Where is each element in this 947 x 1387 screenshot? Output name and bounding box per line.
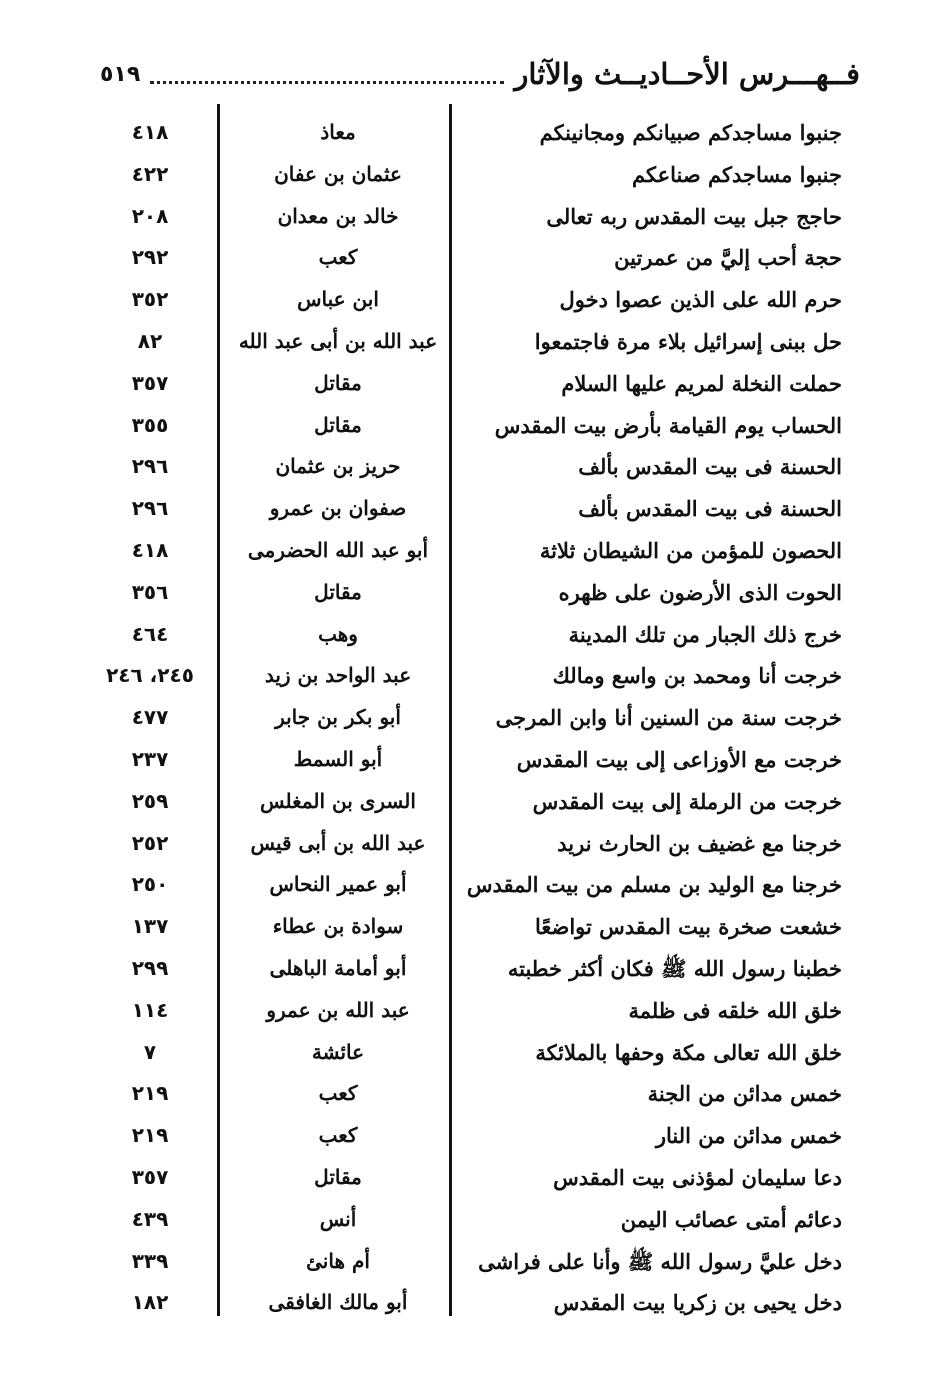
- hadith-text: دعا سليمان لمؤذنى بيت المقدس: [553, 1164, 842, 1190]
- hadith-text: خلق الله خلقه فى ظلمة: [628, 997, 842, 1023]
- hadith-text: خرجت من الرملة إلى بيت المقدس: [532, 788, 842, 814]
- hadith-text: جنبوا مساجدكم صبيانكم ومجانينكم: [539, 120, 842, 145]
- page-reference: ٣٥٦: [131, 579, 169, 604]
- narrator: أم هانئ: [306, 1248, 370, 1273]
- table-row: [90, 1032, 860, 1074]
- page-reference: ٢٩٦: [131, 496, 169, 521]
- page-reference: ٧: [143, 1039, 157, 1064]
- table-row: [90, 237, 860, 279]
- narrator: أبو أمامة الباهلى: [269, 955, 407, 980]
- table-row: [90, 655, 860, 697]
- hadith-text: الحسنة فى بيت المقدس بألف: [578, 496, 842, 522]
- narrator: خالد بن معدان: [277, 203, 399, 228]
- hadith-text: خرجنا مع الوليد بن مسلم من بيت المقدس: [466, 872, 842, 898]
- page-reference: ٢٩٦: [131, 454, 169, 479]
- hadith-text: خمس مدائن من النار: [655, 1123, 842, 1149]
- page-reference: ٤٢٢: [131, 161, 169, 186]
- narrator: أبو عمير النحاس: [269, 872, 407, 897]
- narrator: عبد الله بن أبى عبد الله: [238, 328, 438, 353]
- page-reference: ١١٤: [131, 997, 169, 1022]
- page-reference: ٨٢: [137, 328, 163, 353]
- table-row: [90, 1073, 860, 1115]
- narrator: السرى بن المغلس: [260, 788, 416, 813]
- hadith-text: الحساب يوم القيامة بأرض بيت المقدس: [494, 412, 842, 438]
- header-leader-dots: [150, 81, 504, 84]
- page-reference: ٢٠٨: [131, 203, 169, 228]
- hadith-text: حملت النخلة لمريم عليها السلام: [561, 370, 842, 396]
- page-reference: ١٨٢: [131, 1290, 169, 1315]
- page-number: ٥١٩: [100, 61, 141, 87]
- narrator: وهب: [318, 621, 358, 646]
- page-reference: ٢١٩: [131, 1081, 169, 1106]
- table-row: [90, 1157, 860, 1199]
- table-row: [90, 321, 860, 363]
- table-row: [90, 823, 860, 865]
- page-reference: ١٣٧: [131, 914, 169, 939]
- table-row: [90, 279, 860, 321]
- table-row: [90, 405, 860, 447]
- narrator: كعب: [318, 1081, 358, 1106]
- hadith-text: خرج ذلك الجبار من تلك المدينة: [568, 621, 842, 647]
- page-reference: ٤٧٧: [131, 705, 169, 730]
- page-reference: ٢٩٩: [131, 955, 169, 980]
- narrator: سوادة بن عطاء: [272, 914, 404, 939]
- narrator: أبو السمط: [293, 746, 383, 771]
- narrator: معاذ: [320, 120, 356, 144]
- page-reference: ٢٤٥، ٢٤٦: [106, 663, 194, 688]
- table-row: [90, 112, 860, 154]
- table-row: [90, 614, 860, 656]
- table-row: [90, 1115, 860, 1157]
- narrator: مقاتل: [314, 1164, 362, 1189]
- narrator: أبو مالك الغافقى: [268, 1290, 408, 1315]
- page-reference: ٢٥٩: [131, 788, 169, 813]
- page-reference: ٣٥٧: [131, 370, 169, 395]
- hadith-text: دخل عليَّ رسول الله ﷺ وأنا على فراشى: [478, 1248, 842, 1274]
- narrator: عثمان بن عفان: [274, 161, 402, 186]
- index-table: [90, 112, 860, 1324]
- hadith-text: حل ببنى إسرائيل بلاء مرة فاجتمعوا: [534, 328, 842, 354]
- table-row: [90, 864, 860, 906]
- page-reference: ٤١٨: [131, 537, 169, 562]
- table-row: [90, 1199, 860, 1241]
- hadith-text: حرم الله على الذين عصوا دخول: [559, 287, 842, 313]
- page-reference: ٣٥٧: [131, 1164, 169, 1189]
- hadith-text: الحوت الذى الأرضون على ظهره: [558, 579, 842, 605]
- table-row: [90, 154, 860, 196]
- narrator: عائشة: [311, 1039, 365, 1064]
- narrator: عبد الله بن عمرو: [266, 997, 410, 1022]
- narrator: أبو عبد الله الحضرمى: [247, 537, 429, 562]
- table-row: [90, 488, 860, 530]
- page-header: [100, 52, 860, 96]
- narrator: حريز بن عثمان: [275, 454, 401, 479]
- page-reference: ٢١٩: [131, 1123, 169, 1148]
- narrator: كعب: [318, 245, 358, 270]
- hadith-text: خرجت مع الأوزاعى إلى بيت المقدس: [516, 746, 842, 772]
- page-reference: ٤١٨: [131, 120, 169, 144]
- narrator: عبد الواحد بن زيد: [264, 663, 412, 688]
- table-row: [90, 196, 860, 238]
- page-reference: ٢٥٢: [131, 830, 169, 855]
- hadith-text: خطبنا رسول الله ﷺ فكان أكثر خطبته: [507, 955, 842, 981]
- narrator: أبو بكر بن جابر: [275, 705, 401, 730]
- table-row: [90, 906, 860, 948]
- hadith-text: خمس مدائن من الجنة: [647, 1081, 842, 1107]
- table-row: [90, 1282, 860, 1324]
- page-reference: ٢٣٧: [131, 746, 169, 771]
- table-row: [90, 363, 860, 405]
- narrator: صفوان بن عمرو: [269, 496, 407, 521]
- hadith-text: دخل يحيى بن زكريا بيت المقدس: [553, 1290, 842, 1316]
- page-reference: ٤٣٩: [131, 1206, 169, 1231]
- table-row: [90, 781, 860, 823]
- table-row: [90, 1241, 860, 1283]
- hadith-text: دعائم أمتى عصائب اليمن: [620, 1206, 842, 1232]
- narrator: مقاتل: [314, 412, 362, 437]
- hadith-text: الحصون للمؤمن من الشيطان ثلاثة: [539, 537, 842, 563]
- hadith-text: حاجج جبل بيت المقدس ربه تعالى: [546, 203, 842, 229]
- hadith-text: خرجت أنا ومحمد بن واسع ومالك: [552, 663, 842, 689]
- hadith-text: جنبوا مساجدكم صناعكم: [632, 161, 842, 187]
- page-reference: ٣٣٩: [131, 1248, 169, 1273]
- narrator: أنس: [319, 1206, 357, 1231]
- hadith-text: خشعت صخرة بيت المقدس تواضعًا: [534, 914, 842, 940]
- narrator: ابن عباس: [297, 287, 379, 312]
- narrator: عبد الله بن أبى قيس: [250, 830, 426, 855]
- table-row: [90, 739, 860, 781]
- hadith-text: الحسنة فى بيت المقدس بألف: [578, 454, 842, 480]
- table-row: [90, 990, 860, 1032]
- page-reference: ٣٥٢: [131, 287, 169, 312]
- hadith-text: خلق الله تعالى مكة وحفها بالملائكة: [535, 1039, 842, 1065]
- hadith-text: خرجت سنة من السنين أنا وابن المرجى: [495, 705, 842, 731]
- table-row: [90, 697, 860, 739]
- narrator: مقاتل: [314, 579, 362, 604]
- narrator: مقاتل: [314, 370, 362, 395]
- hadith-text: خرجنا مع غضيف بن الحارث نريد: [557, 830, 842, 856]
- page-reference: ٢٥٠: [131, 872, 169, 897]
- page-reference: ٣٥٥: [131, 412, 169, 437]
- table-row: [90, 572, 860, 614]
- narrator: كعب: [318, 1123, 358, 1148]
- table-row: [90, 446, 860, 488]
- page-reference: ٢٩٢: [131, 245, 169, 270]
- page-title: فــهـــرس الأحــاديــث والآثار: [514, 57, 860, 91]
- table-row: [90, 530, 860, 572]
- table-row: [90, 948, 860, 990]
- hadith-text: حجة أحب إليَّ من عمرتين: [614, 245, 842, 271]
- page-reference: ٤٦٤: [131, 621, 169, 646]
